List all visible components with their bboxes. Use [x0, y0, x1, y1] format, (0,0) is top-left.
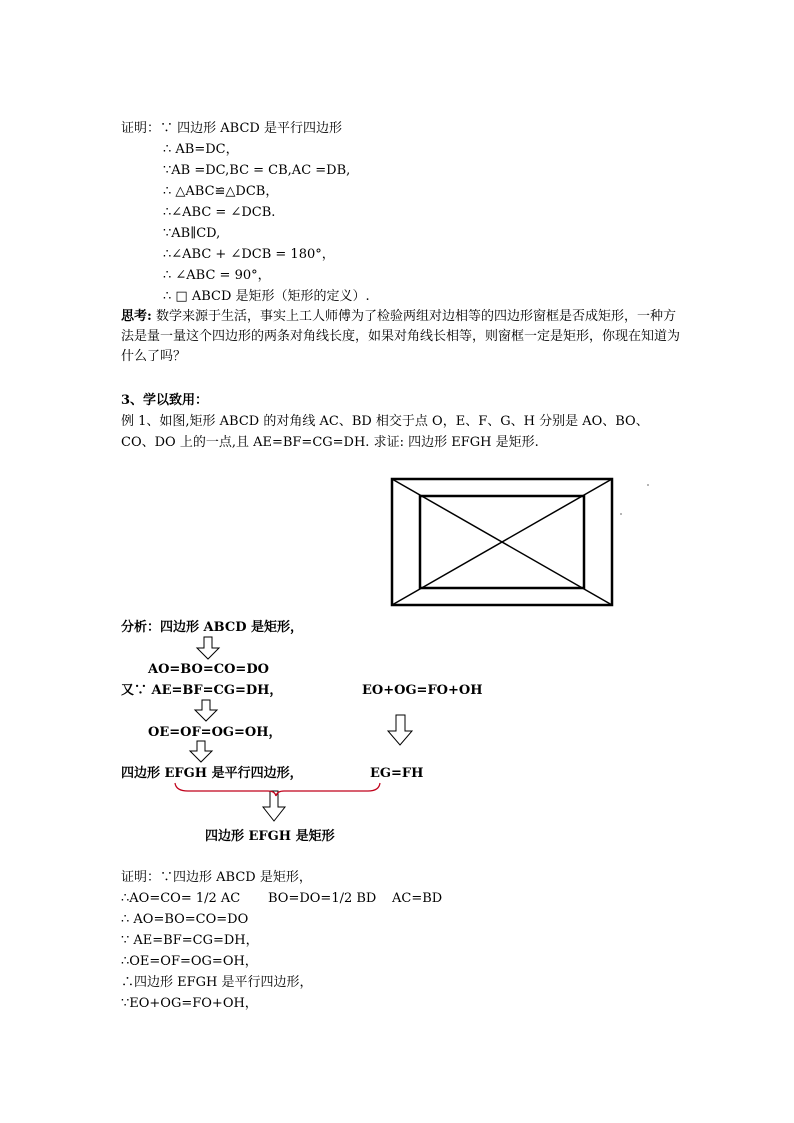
proof2-line-6: ∴四边形 EFGH 是平行四边形，: [121, 975, 313, 990]
proof1-line-4: ∴ △ABC≌△DCB，: [163, 184, 279, 199]
example-line-1: 例 1、如图,矩形 ABCD 的对角线 AC、BD 相交于点 O，E、F、G、H 分别是 AO、BO、: [121, 414, 649, 429]
analysis-conclusion: 四边形 EFGH 是矩形: [205, 829, 335, 844]
proof1-line-2: ∴ AB=DC，: [163, 142, 239, 157]
proof2-line-5: ∴OE=OF=OG=OH，: [121, 954, 258, 969]
arrow-down-icon: [197, 637, 219, 659]
proof2-line-2: ∴AO=CO= 1/2 AC: [121, 891, 241, 906]
proof1-line-8: ∴ ∠ABC = 90°，: [163, 268, 271, 283]
speck-1: [647, 484, 648, 485]
arrow-down-icon: [190, 741, 212, 762]
proof1-line-3: ∵AB =DC,BC = CB,AC =DB,: [163, 163, 351, 178]
analysis-step-1: AO=BO=CO=DO: [148, 662, 269, 677]
analysis-step-6: EG=FH: [370, 766, 424, 781]
proof2-line-3: ∴ AO=BO=CO=DO: [121, 912, 249, 927]
proof2-line-2c: AC=BD: [392, 891, 443, 906]
analysis-step-2: 又∵ AE=BF=CG=DH，: [121, 683, 283, 698]
proof1-line-1: 证明：∵ 四边形 ABCD 是平行四边形: [121, 121, 342, 136]
speck-2: [620, 513, 621, 514]
arrow-down-icon: [195, 700, 217, 721]
proof2-line-4: ∵ AE=BF=CG=DH，: [121, 933, 259, 948]
arrow-down-icon: [388, 715, 412, 745]
proof2-line-7: ∵EO+OG=FO+OH，: [121, 996, 258, 1011]
analysis-title: 分析：四边形 ABCD 是矩形，: [121, 620, 303, 635]
proof1-line-9: ∴ □ ABCD 是矩形（矩形的定义）.: [163, 289, 370, 304]
section-heading: 3、学以致用：: [121, 393, 209, 408]
proof2-line-1: 证明：∵四边形 ABCD 是矩形，: [121, 870, 312, 885]
arrow-down-icon: [263, 791, 285, 821]
proof1-line-5: ∴∠ABC = ∠DCB.: [163, 205, 276, 220]
analysis-step-4: OE=OF=OG=OH，: [148, 725, 282, 740]
proof1-line-7: ∴∠ABC + ∠DCB = 180°，: [163, 247, 335, 262]
proof2-line-2b: BO=DO=1/2 BD: [268, 891, 377, 906]
example-line-2: CO、DO 上的一点,且 AE=BF=CG=DH. 求证: 四边形 EFGH 是矩形.: [121, 435, 539, 450]
think-text: 数学来源于生活，事实上工人师傅为了检验两组对边相等的四边形窗框是否成矩形，一种方法是量一量这个四边形的两条对角线长度，如果对角线长相等，则窗框一定是矩形，你现在知道为什么了吗？: [121, 309, 681, 364]
analysis-step-3: EO+OG=FO+OH: [362, 683, 483, 698]
think-label: 思考:: [121, 309, 152, 324]
analysis-step-5: 四边形 EFGH 是平行四边形，: [121, 766, 303, 781]
proof1-line-6: ∵AB∥CD,: [163, 226, 221, 241]
